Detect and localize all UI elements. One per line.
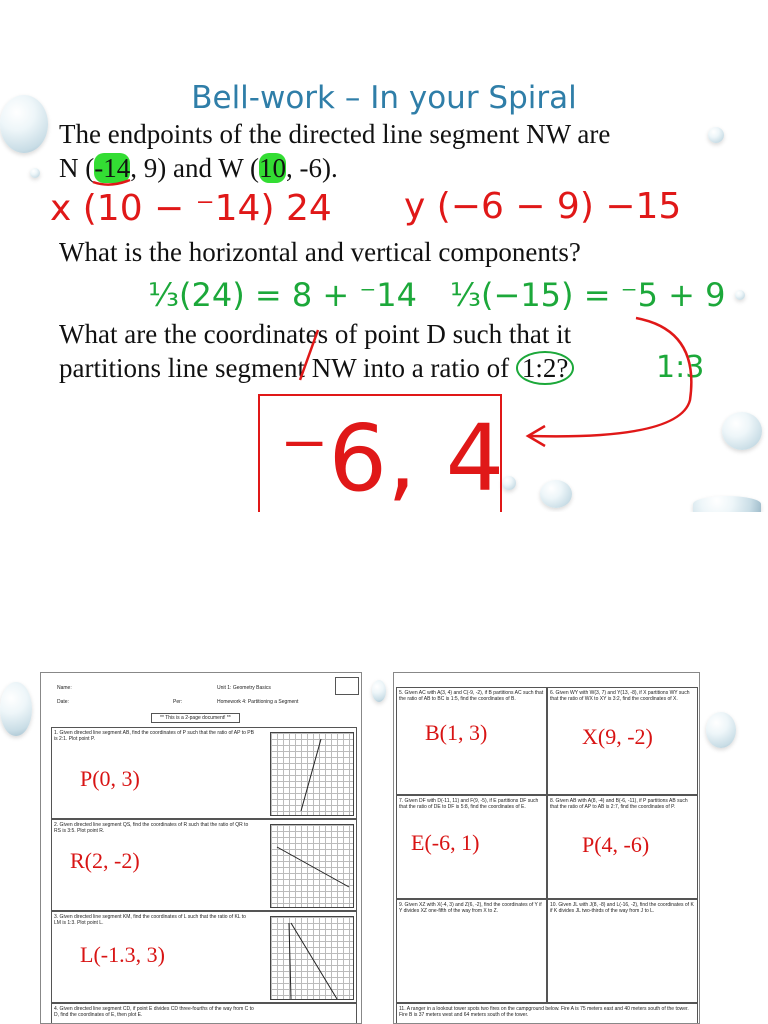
- coordinate-grid: [270, 732, 354, 816]
- segment-plot: [271, 733, 355, 817]
- homework-slide: [0, 672, 768, 1024]
- worksheet-page-2: [393, 672, 700, 1024]
- problem-answer: L(-1.3, 3): [80, 942, 165, 967]
- water-drop-decoration: [706, 712, 736, 748]
- problem-text: 2. Given directed line segment QS, find the coordinates of R such that the ratio of QR to RS is 3:5. Plot point R.: [54, 822, 249, 834]
- problem-answer: E(-6, 1): [411, 830, 480, 855]
- problem-cell: [51, 1003, 357, 1024]
- problem-answer: P(4, -6): [582, 832, 650, 857]
- ratio-circled: 1:2?: [516, 351, 575, 385]
- problem-text: 10. Given JL with J(8, -8) and L(-16, -2), find the coordinates of K if K divides JL two-thirds of the way from J to L.: [550, 902, 694, 914]
- problem-answer: P(0, 3): [80, 766, 140, 791]
- problem-text: 9. Given XZ with X(-4, 3) and Z(6, -2), find the coordinates of Y if Y divides XZ one-fifth of the way from X to Z.: [399, 902, 542, 914]
- problem-text: 3. Given directed line segment KM, find the coordinates of L such that the ratio of KL to LM is 1:3. Plot point L.: [54, 914, 246, 926]
- coordinate-grid: [270, 916, 354, 1000]
- problem-cell: [51, 727, 357, 819]
- arrow-curve: [530, 318, 691, 436]
- segment-plot: [271, 917, 355, 1001]
- per-label: Per:: [173, 699, 183, 705]
- highlight-w-x: 10: [258, 153, 286, 183]
- water-drop-decoration: [0, 682, 32, 736]
- problem-cell: [547, 687, 698, 795]
- two-page-notice: ** This is a 2-page document! **: [151, 713, 240, 723]
- handwritten-answer: ⁻6, 4: [280, 405, 505, 512]
- segment-plot: [271, 825, 355, 909]
- handwritten-y-work: y (−6 − 9) −15: [404, 186, 682, 227]
- problem-statement-line1: The endpoints of the directed line segment NW are: [59, 119, 611, 149]
- problem-cell: [396, 1003, 698, 1024]
- underline-stroke: [93, 180, 130, 185]
- problem-answer: X(9, -2): [582, 724, 653, 749]
- slide-title: Bell-work – In your Spiral: [191, 80, 577, 116]
- endpoint-w-suffix: , -6).: [285, 153, 338, 183]
- answer-box: [258, 394, 505, 512]
- unit-label: Unit 1: Geometry Basics: [217, 685, 271, 691]
- problem-text: 8. Given AB with A(8, -4) and B(-6, -11), if P partitions AB such that the ratio of AP to AB is 2:7, find the coordinates of P.: [550, 798, 688, 810]
- pointer-stroke: [300, 330, 318, 380]
- problem-cell: [547, 899, 698, 1003]
- problem-text: 5. Given AC with A(3, 4) and C(-9, -2), if B partitions AC such that the ratio of AB to BC is 1:5, find the coordinates of B.: [399, 690, 544, 702]
- endpoint-middle: , 9) and W (: [130, 153, 259, 183]
- problem-text: 6. Given WY with W(3, 7) and Y(13, -8), if X partitions WY such that the ratio of WX to XY is 3:2, find the coordinates of X.: [550, 690, 690, 702]
- problem-cell: [396, 687, 547, 795]
- worksheet-page-1: [40, 672, 362, 1024]
- handwritten-x-work: x (10 − ⁻14) 24: [50, 188, 332, 229]
- problem-text: 7. Given DF with D(-11, 11) and F(9, -5), if E partitions DF such that the ratio of DE to DF is 5:8, find the coordinates of E.: [399, 798, 539, 810]
- homework-label: Homework 4: Partitioning a Segment: [217, 699, 299, 705]
- problem-cell: [547, 795, 698, 899]
- question-components: What is the horizontal and vertical components?: [59, 237, 581, 267]
- problem-text: 4. Given directed line segment CD, if point E divides CD three-fourths of the way from C to D, find the coordinates of E, then plot E.: [54, 1006, 254, 1018]
- score-box: [335, 677, 359, 695]
- problem-cell: [396, 899, 547, 1003]
- water-drop-decoration: [372, 680, 386, 702]
- handwritten-ratio-alt: 1:3: [656, 350, 705, 385]
- problem-answer: R(2, -2): [70, 848, 140, 873]
- problem-text: 11. A ranger in a lookout tower spots two fires on the campground below. Fire A is 75 meters east and 40 meters south of the tower. Fire B is 37 meters west and 64 meters south of the tower.: [399, 1006, 689, 1018]
- question-coordinates-line1: What are the coordinates of point D such that it: [59, 319, 572, 349]
- problem-cell: [396, 795, 547, 899]
- problem-cell: [51, 819, 357, 911]
- handwritten-x-partition: ⅓(24) = 8 + ⁻14: [148, 276, 417, 314]
- question-line2-text: partitions line segment NW into a ratio of: [59, 353, 516, 383]
- handwritten-y-partition: ⅓(−15) = ⁻5 + 9: [450, 276, 726, 314]
- endpoint-n-prefix: N (: [59, 153, 95, 183]
- date-label: Date:: [57, 699, 69, 705]
- problem-cell: [51, 911, 357, 1003]
- problem-answer: B(1, 3): [425, 720, 488, 745]
- coordinate-grid: [270, 824, 354, 908]
- bellwork-slide: [0, 80, 768, 512]
- name-label: Name:: [57, 685, 72, 691]
- highlight-n-x: -14: [94, 153, 131, 183]
- problem-text: 1. Given directed line segment AB, find the coordinates of P such that the ratio of AP to PB is 2:1. Plot point P.: [54, 730, 254, 742]
